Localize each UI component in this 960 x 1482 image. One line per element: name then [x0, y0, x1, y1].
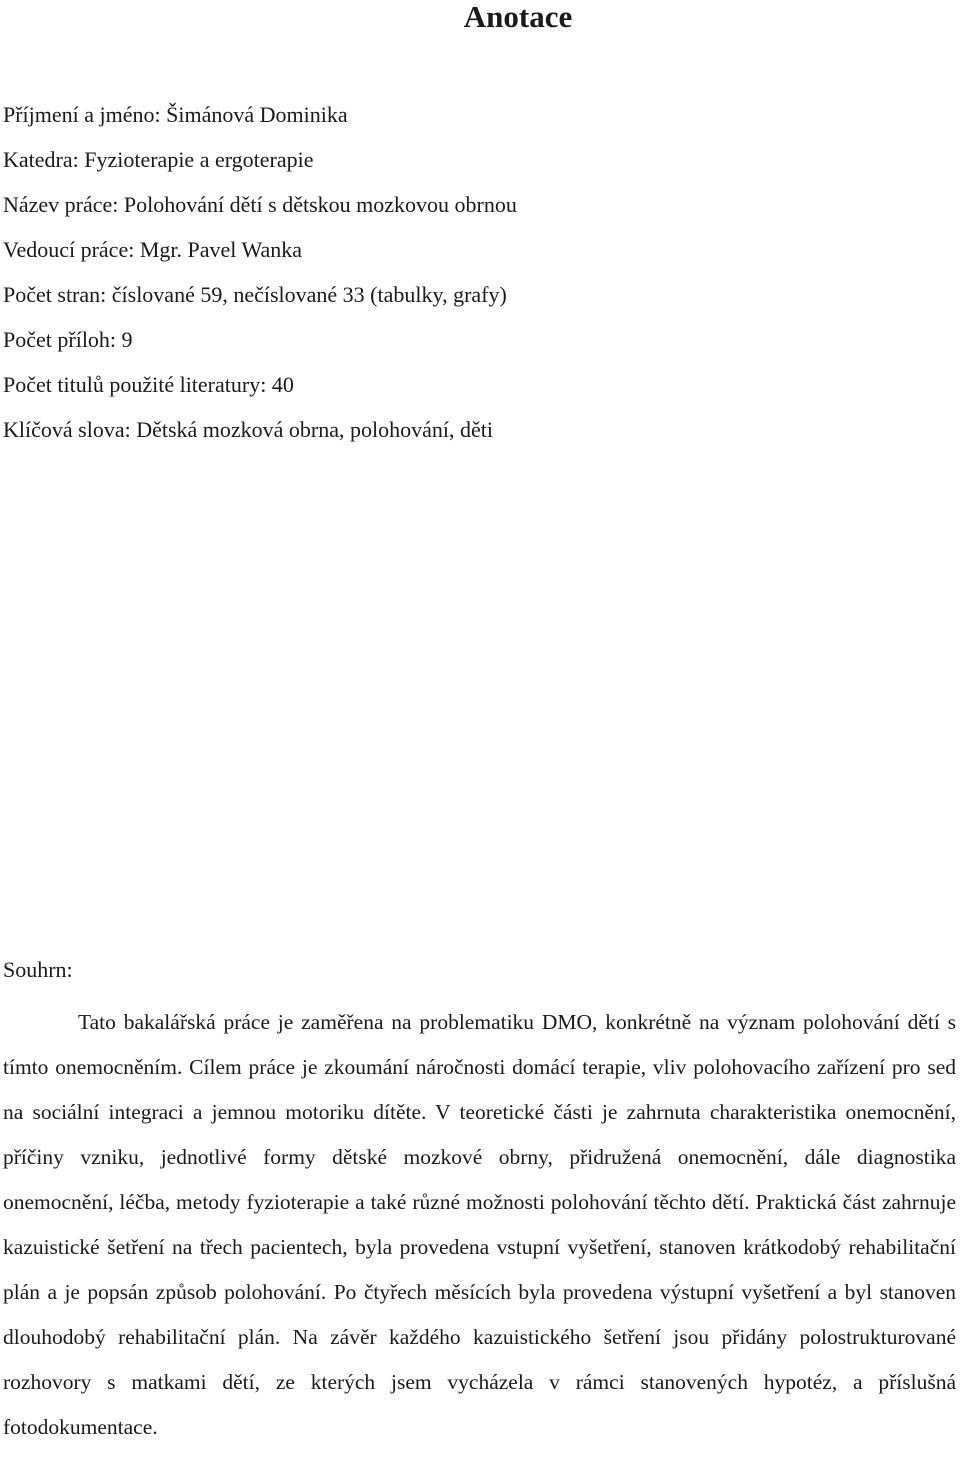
thesis-title: Název práce: Polohování dětí s dětskou mozkovou obrnou	[3, 192, 517, 217]
department: Katedra: Fyzioterapie a ergoterapie	[3, 147, 314, 172]
annotation-details	[3, 100, 517, 460]
appendix-count: Počet příloh: 9	[3, 327, 133, 352]
page-title: Anotace	[463, 0, 573, 34]
references-count: Počet titulů použité literatury: 40	[3, 372, 294, 397]
page-count: Počet stran: číslované 59, nečíslované 33 (tabulky, grafy)	[3, 282, 507, 307]
keywords: Klíčová slova: Dětská mozková obrna, polohování, děti	[3, 417, 493, 442]
summary-paragraph: Tato bakalářská práce je zaměřena na problematiku DMO, konkrétně na význam polohování dětí s tímto onemocněním. Cílem práce je zkoumání náročnosti domácí terapie, vliv polohovacího zařízení pro sed na sociální integraci a jemnou motoriku dítěte. V teoretické části je zahrnuta charakteristika onemocnění, příčiny vzniku, jednotlivé formy dětské mozkové obrny, přidružená onemocnění, dále diagnostika onemocnění, léčba, metody fyzioterapie a také různé možnosti polohování těchto dětí. Praktická část zahrnuje kazuistické šetření na třech pacientech, byla provedena vstupní vyšetření, stanoven krátkodobý rehabilitační plán a je popsán způsob polohování. Po čtyřech měsících byla provedena výstupní vyšetření a byl stanoven dlouhodobý rehabilitační plán. Na závěr každého kazuistického šetření jsou přidány polostrukturované rozhovory s matkami dětí, ze kterých jsem vycházela v rámci stanovených hypotéz, a příslušná fotodokumentace.	[3, 1010, 956, 1439]
supervisor: Vedoucí práce: Mgr. Pavel Wanka	[3, 237, 303, 262]
summary-heading: Souhrn:	[3, 957, 73, 982]
author-name: Příjmení a jméno: Šimánová Dominika	[3, 102, 348, 127]
